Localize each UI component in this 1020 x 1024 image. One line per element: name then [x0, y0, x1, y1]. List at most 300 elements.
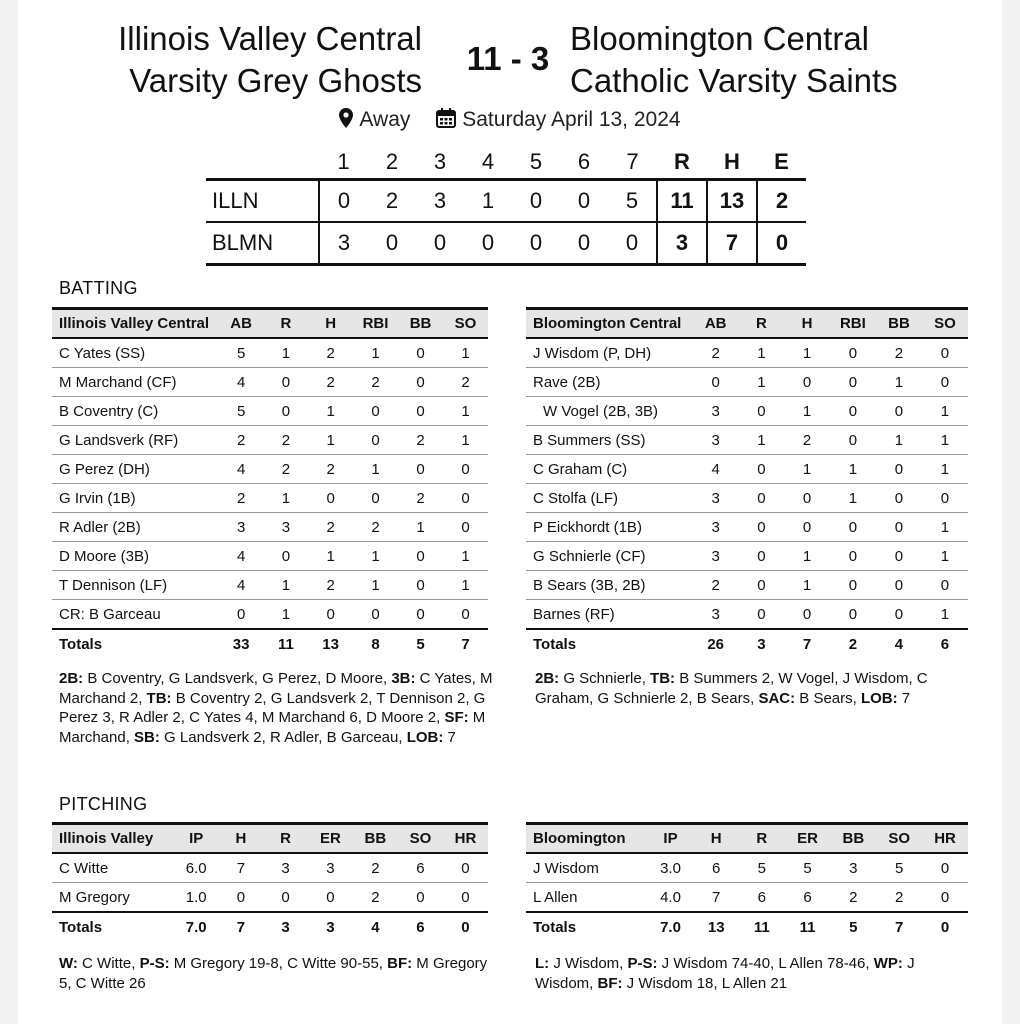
stat-cell: 1: [830, 455, 876, 484]
stat-cell: 7: [693, 883, 739, 913]
total-hits: 7: [707, 222, 757, 265]
stat-cell: 0: [398, 600, 443, 630]
totals-cell: 0: [443, 912, 488, 941]
stat-cell: 6: [739, 883, 785, 913]
stat-cell: 1: [264, 600, 309, 630]
totals-label: Totals: [52, 912, 174, 941]
stat-cell: 5: [219, 397, 264, 426]
home-batting-table: [52, 307, 488, 658]
note-value: 7: [897, 689, 911, 707]
table-row: [526, 883, 968, 913]
stat-cell: 3: [693, 600, 739, 630]
table-row: [526, 455, 968, 484]
table-row: [526, 426, 968, 455]
totals-label: Totals: [52, 629, 219, 658]
away-pitching-table: [526, 822, 968, 941]
stat-cell: 0: [784, 368, 830, 397]
note-value: G Schnierle,: [559, 670, 651, 687]
stat-cell: 1: [264, 571, 309, 600]
note-value: B Coventry, G Landsverk, G Perez, D Moore,: [83, 670, 392, 687]
player-name: L Allen: [526, 883, 648, 913]
stat-cell: 0: [308, 883, 353, 913]
totals-row: [52, 912, 488, 941]
stat-cell: 2: [308, 455, 353, 484]
totals-cell: 13: [308, 629, 353, 658]
note-value: G Landsverk 2, R Adler, B Garceau,: [159, 728, 407, 746]
batting-section-title: BATTING: [59, 278, 138, 298]
stat-cell: 0: [443, 883, 488, 913]
stat-column-header: BB: [876, 309, 922, 339]
final-score: 11 - 3: [466, 40, 550, 77]
totals-cell: 2: [830, 629, 876, 658]
inning-header: 5: [529, 149, 543, 174]
table-header-row: [526, 824, 968, 854]
home-team-line1: Illinois Valley Central: [118, 20, 422, 57]
stat-cell: 0: [876, 484, 922, 513]
stat-cell: 0: [739, 600, 785, 630]
away-team-line2: Catholic Varsity Saints: [570, 62, 898, 99]
stat-cell: 0: [739, 542, 785, 571]
player-name: P Eickhordt (1B): [526, 513, 693, 542]
player-name: B Summers (SS): [526, 426, 693, 455]
inning-runs: 5: [608, 180, 657, 223]
stat-cell: 4: [693, 455, 739, 484]
stat-cell: 0: [739, 571, 785, 600]
away-batting-table: [526, 307, 968, 658]
stat-cell: 0: [219, 600, 264, 630]
note-key: L:: [535, 955, 550, 972]
stat-cell: 0: [830, 397, 876, 426]
stat-cell: 1: [264, 484, 309, 513]
totals-cell: 7: [876, 912, 922, 941]
stat-cell: 5: [739, 853, 785, 883]
inning-header: 7: [626, 149, 639, 174]
runs-header: R: [674, 149, 690, 174]
stat-cell: 0: [922, 368, 968, 397]
stat-cell: 1: [443, 426, 488, 455]
stat-cell: 0: [784, 600, 830, 630]
stat-cell: 2: [398, 426, 443, 455]
totals-cell: 11: [264, 629, 309, 658]
note-value: B Coventry 2, G Landsverk 2, T Dennison 2, G Perez 3, R Adler 2, C Yates 4, M Marchand 6, D Moore 2,: [59, 689, 486, 726]
stat-cell: 1: [739, 338, 785, 368]
stat-column-header: SO: [922, 309, 968, 339]
stat-cell: 1.0: [174, 883, 219, 913]
stat-cell: 0: [308, 484, 353, 513]
stat-cell: 0: [830, 338, 876, 368]
totals-row: [526, 912, 968, 941]
totals-cell: 5: [830, 912, 876, 941]
inning-runs: 0: [416, 222, 464, 265]
table-row: [526, 853, 968, 883]
note-key: 3B:: [391, 670, 416, 687]
team-column-label: Illinois Valley: [59, 830, 154, 847]
stat-cell: 1: [876, 368, 922, 397]
stat-cell: 0: [830, 571, 876, 600]
team-column-header: [52, 309, 219, 339]
stat-cell: 1: [443, 542, 488, 571]
stat-cell: 2: [693, 338, 739, 368]
team-abbr: ILLN: [206, 180, 319, 223]
player-name: B Coventry (C): [52, 397, 219, 426]
stat-column-header: ER: [785, 824, 831, 854]
player-name: J Wisdom (P, DH): [526, 338, 693, 368]
table-row: [526, 513, 968, 542]
stat-cell: 3: [308, 853, 353, 883]
player-name: J Wisdom: [526, 853, 648, 883]
stat-cell: 2: [830, 883, 876, 913]
stat-cell: 1: [922, 600, 968, 630]
note-key: 2B:: [59, 670, 84, 687]
stat-cell: 0: [264, 397, 309, 426]
table-row: [526, 571, 968, 600]
stat-cell: 0: [876, 455, 922, 484]
stat-cell: 0: [264, 542, 309, 571]
totals-cell: 6: [398, 912, 443, 941]
inning-header: 1: [337, 149, 350, 174]
stat-cell: 2: [308, 513, 353, 542]
stat-cell: 3: [830, 853, 876, 883]
totals-cell: 8: [353, 629, 398, 658]
note-key: P-S:: [627, 955, 658, 972]
team-column-header: [52, 824, 174, 854]
table-row: [52, 542, 488, 571]
location-text: Away: [359, 108, 411, 131]
stat-column-header: R: [263, 824, 308, 854]
line-score-table: [206, 146, 806, 266]
note-key: P-S:: [139, 955, 170, 972]
home-pitching-notes: [59, 954, 495, 993]
stat-cell: 0: [739, 513, 785, 542]
stat-column-header: H: [219, 824, 264, 854]
stat-cell: 1: [922, 513, 968, 542]
stat-cell: 2: [308, 571, 353, 600]
stat-column-header: BB: [353, 824, 398, 854]
table-row: [52, 853, 488, 883]
inning-runs: 0: [560, 180, 608, 223]
stat-cell: 5: [785, 853, 831, 883]
totals-cell: 7.0: [648, 912, 694, 941]
stat-column-header: RBI: [830, 309, 876, 339]
stat-cell: 1: [443, 397, 488, 426]
stat-cell: 0: [876, 571, 922, 600]
table-row: [526, 600, 968, 630]
stat-cell: 0: [398, 883, 443, 913]
player-name: CR: B Garceau: [52, 600, 219, 630]
hits-header: H: [724, 149, 740, 174]
stat-cell: 0: [876, 600, 922, 630]
note-key: BF:: [387, 955, 413, 972]
note-key: W:: [59, 955, 78, 972]
table-row: [52, 397, 488, 426]
totals-cell: 7.0: [174, 912, 219, 941]
stat-cell: 1: [922, 426, 968, 455]
note-value: 7: [443, 728, 456, 746]
stat-cell: 2: [398, 484, 443, 513]
player-name: G Landsverk (RF): [52, 426, 219, 455]
stat-cell: 2: [219, 484, 264, 513]
stat-cell: 0: [443, 600, 488, 630]
inning-runs: 0: [319, 180, 368, 223]
note-value: M Gregory 5, C Witte 26: [59, 955, 488, 992]
stat-cell: 0: [353, 426, 398, 455]
note-value: M Gregory 19-8, C Witte 90-55,: [169, 955, 388, 972]
note-value: B Summers 2, W Vogel, J Wisdom, C Graham, G Schnierle 2, B Sears,: [535, 670, 928, 707]
stat-cell: 3: [693, 426, 739, 455]
errors-header: E: [774, 149, 789, 174]
table-header-row: [52, 309, 488, 339]
total-runs: 11: [657, 180, 707, 223]
totals-cell: 11: [739, 912, 785, 941]
inning-runs: 0: [368, 222, 416, 265]
totals-cell: 5: [398, 629, 443, 658]
inning-runs: 3: [416, 180, 464, 223]
stat-cell: 2: [264, 455, 309, 484]
stat-cell: 0: [398, 571, 443, 600]
stat-cell: 3: [693, 513, 739, 542]
line-score-row-away: [206, 222, 806, 265]
stat-column-header: HR: [443, 824, 488, 854]
stat-cell: 6.0: [174, 853, 219, 883]
stat-cell: 3.0: [648, 853, 694, 883]
stat-cell: 0: [398, 455, 443, 484]
totals-label: Totals: [526, 912, 648, 941]
totals-cell: 13: [693, 912, 739, 941]
stat-cell: 1: [784, 542, 830, 571]
stat-cell: 1: [308, 397, 353, 426]
away-team-line1: Bloomington Central: [570, 20, 869, 57]
line-score-row-home: [206, 180, 806, 223]
stat-cell: 1: [353, 571, 398, 600]
stat-cell: 2: [264, 426, 309, 455]
stat-cell: 1: [739, 368, 785, 397]
note-key: SF:: [444, 709, 469, 726]
stat-cell: 4: [219, 368, 264, 397]
stat-cell: 0: [784, 484, 830, 513]
stat-cell: 5: [876, 853, 922, 883]
away-pitching-notes: [535, 954, 975, 993]
stat-cell: 0: [784, 513, 830, 542]
note-value: J Wisdom,: [535, 955, 915, 992]
home-batting-notes: [59, 669, 495, 747]
stat-cell: 0: [443, 455, 488, 484]
player-name: R Adler (2B): [52, 513, 219, 542]
stat-cell: 3: [693, 397, 739, 426]
stat-cell: 2: [308, 338, 353, 368]
stat-cell: 2: [443, 368, 488, 397]
stat-cell: 0: [830, 426, 876, 455]
totals-label: Totals: [526, 629, 693, 658]
inning-runs: 3: [319, 222, 368, 265]
stat-cell: 0: [353, 600, 398, 630]
inning-runs: 0: [608, 222, 657, 265]
totals-cell: 11: [785, 912, 831, 941]
home-pitching-table: [52, 822, 488, 941]
stat-column-header: R: [739, 309, 785, 339]
note-value: M Marchand,: [59, 709, 486, 746]
stat-cell: 0: [922, 571, 968, 600]
totals-cell: 7: [784, 629, 830, 658]
totals-cell: 26: [693, 629, 739, 658]
note-value: J Wisdom 74-40, L Allen 78-46,: [657, 955, 874, 972]
player-name: B Sears (3B, 2B): [526, 571, 693, 600]
player-name: M Marchand (CF): [52, 368, 219, 397]
stat-cell: 0: [830, 513, 876, 542]
table-row: [52, 455, 488, 484]
stat-column-header: AB: [219, 309, 264, 339]
team-column-header: [526, 824, 648, 854]
stat-column-header: SO: [398, 824, 443, 854]
team-column-label: Bloomington: [533, 830, 626, 847]
stat-cell: 0: [876, 513, 922, 542]
home-team-line2: Varsity Grey Ghosts: [129, 62, 422, 99]
stat-cell: 6: [785, 883, 831, 913]
note-value: B Sears,: [795, 689, 861, 707]
stat-cell: 2: [308, 368, 353, 397]
date-text: Saturday April 13, 2024: [462, 108, 681, 131]
table-row: [52, 338, 488, 368]
stat-cell: 0: [398, 397, 443, 426]
table-row: [526, 338, 968, 368]
team-column-header: [526, 309, 693, 339]
pitching-section-title: PITCHING: [59, 794, 148, 814]
player-name: G Perez (DH): [52, 455, 219, 484]
player-name: C Witte: [52, 853, 174, 883]
totals-cell: 3: [739, 629, 785, 658]
stat-column-header: BB: [830, 824, 876, 854]
stat-cell: 2: [693, 571, 739, 600]
stat-cell: 1: [443, 571, 488, 600]
home-team-name: [118, 18, 422, 102]
stat-cell: 4.0: [648, 883, 694, 913]
total-runs: 3: [657, 222, 707, 265]
team-column-label: Illinois Valley Central: [59, 315, 210, 332]
stat-column-header: BB: [398, 309, 443, 339]
stat-cell: 7: [219, 853, 264, 883]
team-column-label: Bloomington Central: [533, 315, 682, 332]
game-meta: [18, 108, 1002, 132]
inning-runs: 0: [560, 222, 608, 265]
stat-cell: 3: [263, 853, 308, 883]
stat-cell: 1: [308, 426, 353, 455]
stat-cell: 0: [922, 338, 968, 368]
stat-cell: 4: [219, 455, 264, 484]
inning-runs: 0: [464, 222, 512, 265]
totals-cell: 3: [308, 912, 353, 941]
stat-cell: 1: [784, 338, 830, 368]
inning-runs: 2: [368, 180, 416, 223]
totals-cell: 4: [353, 912, 398, 941]
stat-column-header: RBI: [353, 309, 398, 339]
stat-cell: 6: [398, 853, 443, 883]
stat-cell: 0: [922, 883, 968, 913]
inning-header: 6: [577, 149, 591, 174]
totals-row: [526, 629, 968, 658]
stat-column-header: AB: [693, 309, 739, 339]
totals-cell: 7: [443, 629, 488, 658]
box-score-page: [18, 0, 1002, 1024]
stat-cell: 0: [922, 484, 968, 513]
stat-cell: 0: [693, 368, 739, 397]
stat-column-header: ER: [308, 824, 353, 854]
stat-cell: 1: [784, 571, 830, 600]
stat-cell: 0: [443, 484, 488, 513]
stat-cell: 4: [219, 571, 264, 600]
stat-cell: 2: [353, 513, 398, 542]
totals-cell: 6: [922, 629, 968, 658]
stat-column-header: H: [693, 824, 739, 854]
inning-header: 2: [385, 149, 399, 174]
away-team-name: [570, 18, 898, 102]
stat-cell: 0: [876, 397, 922, 426]
stat-cell: 0: [739, 397, 785, 426]
player-name: C Graham (C): [526, 455, 693, 484]
note-key: SAC:: [758, 689, 796, 707]
stat-cell: 1: [876, 426, 922, 455]
total-hits: 13: [707, 180, 757, 223]
stat-cell: 0: [443, 513, 488, 542]
stat-cell: 2: [876, 338, 922, 368]
player-name: T Dennison (LF): [52, 571, 219, 600]
stat-cell: 0: [739, 484, 785, 513]
stat-column-header: IP: [174, 824, 219, 854]
stat-cell: 1: [922, 397, 968, 426]
stat-cell: 1: [784, 455, 830, 484]
stat-cell: 0: [876, 542, 922, 571]
stat-cell: 1: [922, 455, 968, 484]
stat-cell: 0: [398, 368, 443, 397]
player-name: C Yates (SS): [52, 338, 219, 368]
game-date: [436, 108, 680, 131]
stat-column-header: R: [739, 824, 785, 854]
table-row: [52, 484, 488, 513]
stat-cell: 3: [693, 542, 739, 571]
player-name: M Gregory: [52, 883, 174, 913]
stat-cell: 2: [219, 426, 264, 455]
stat-cell: 1: [739, 426, 785, 455]
note-value: C Yates, M Marchand 2,: [59, 670, 493, 707]
stat-cell: 1: [443, 338, 488, 368]
player-name: G Irvin (1B): [52, 484, 219, 513]
map-pin-icon: [339, 108, 353, 128]
stat-cell: 0: [263, 883, 308, 913]
team-abbr: BLMN: [206, 222, 319, 265]
note-key: TB:: [146, 689, 172, 707]
note-key: WP:: [873, 955, 903, 972]
note-value: J Wisdom,: [549, 955, 628, 972]
totals-cell: 4: [876, 629, 922, 658]
inning-runs: 0: [512, 180, 560, 223]
stat-cell: 0: [219, 883, 264, 913]
player-name: G Schnierle (CF): [526, 542, 693, 571]
location: [339, 108, 416, 131]
total-errors: 0: [757, 222, 806, 265]
stat-column-header: HR: [922, 824, 968, 854]
inning-runs: 0: [512, 222, 560, 265]
inning-runs: 1: [464, 180, 512, 223]
stat-cell: 0: [398, 338, 443, 368]
table-row: [526, 368, 968, 397]
table-row: [52, 600, 488, 630]
inning-header: 4: [481, 149, 495, 174]
stat-cell: 2: [353, 368, 398, 397]
stat-cell: 1: [353, 542, 398, 571]
totals-cell: 0: [922, 912, 968, 941]
stat-column-header: SO: [443, 309, 488, 339]
table-row: [52, 571, 488, 600]
player-name: W Vogel (2B, 3B): [526, 397, 693, 426]
player-name: C Stolfa (LF): [526, 484, 693, 513]
